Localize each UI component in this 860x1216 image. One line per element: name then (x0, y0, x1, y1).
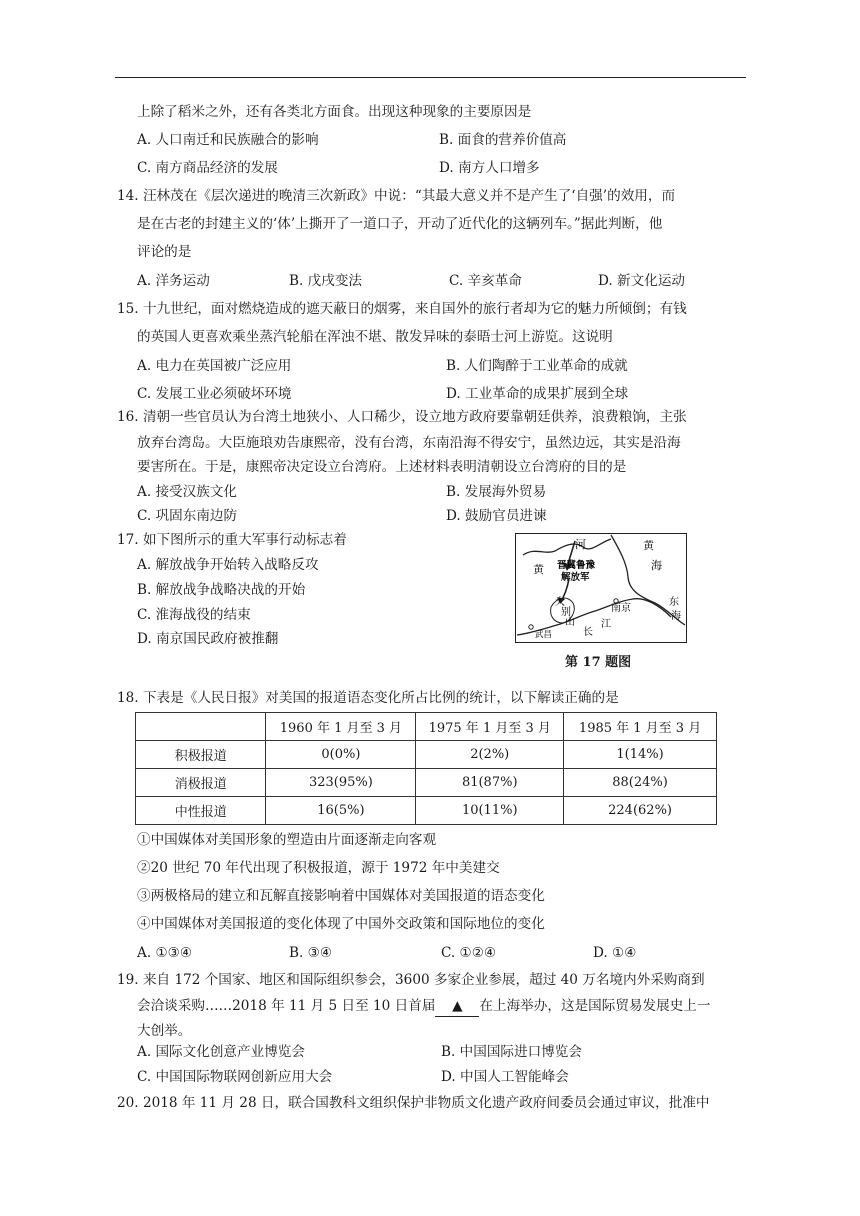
q16-stem-line-1: 16. 清朝一些官员认为台湾土地狭小、人口稀少，设立地方政府要靠朝廷供养，浪费粮饷，主张 (117, 409, 687, 425)
map-label-bie: 别 (561, 607, 571, 618)
map-label-huang: 黄 (533, 563, 544, 576)
q17-option-d: D. 南京国民政府被推翻 (137, 631, 279, 647)
table-cell: 323(95%) (266, 769, 416, 797)
q19-option-c: C. 中国国际物联网创新应用大会 (137, 1069, 333, 1085)
table-row-label: 中性报道 (136, 797, 266, 825)
q14-stem-line-3: 评论的是 (137, 244, 192, 260)
table-cell: 2(2%) (416, 741, 564, 769)
q17-map (515, 533, 687, 643)
q18-stem: 18. 下表是《人民日报》对美国的报道语态变化所占比例的统计，以下解读正确的是 (117, 690, 619, 706)
map-label-he: 河 (575, 538, 586, 551)
q14-option-d: D. 新文化运动 (598, 273, 686, 289)
q16-option-c: C. 巩固东南边防 (137, 508, 238, 524)
q17-option-b: B. 解放战争战略决战的开始 (137, 582, 306, 598)
map-label-dong: 东 (669, 597, 679, 608)
map-label-army-1: 晋冀鲁豫 (557, 560, 596, 571)
q15-stem-line-2: 的英国人更喜欢乘坐蒸汽轮船在浑浊不堪、散发异味的泰晤士河上游览。这说明 (137, 329, 613, 345)
table-row (136, 741, 717, 769)
table-header-cell: 1985 年 1 月至 3 月 (564, 713, 717, 741)
map-label-nanjing: 南京 (611, 603, 631, 614)
map-label-hai: 海 (651, 559, 662, 572)
table-cell: 0(0%) (266, 741, 416, 769)
q14-stem-line-2: 是在古老的封建主义的‘体’上撕开了一道口子，开动了近代化的这辆列车。”据此判断，他 (137, 216, 663, 232)
q20-stem-line-1: 20. 2018 年 11 月 28 日，联合国教科文组织保护非物质文化遗产政府间委员会通过审议，批准中 (117, 1095, 710, 1111)
q14-stem-line-1: 14. 汪林茂在《层次递进的晚清三次新政》中说：“其最大意义并不是产生了‘自强’的效用，而 (117, 188, 676, 204)
table-header-cell: 1960 年 1 月至 3 月 (266, 713, 416, 741)
map-label-huang-sea: 黄 (643, 539, 654, 552)
map-label-wuchang: 武昌 (535, 630, 553, 640)
table-cell: 1(14%) (564, 741, 717, 769)
q19-answer-blank: ▲ (435, 996, 479, 1017)
q19-stem-line-2-end: 在上海举办，这是国际贸易发展史上一 (479, 998, 711, 1014)
map-label-army-2: 解放军 (561, 572, 590, 583)
q18-statement-3: ③两极格局的建立和瓦解直接影响着中国媒体对美国报道的语态变化 (137, 888, 545, 904)
header-rule (115, 77, 746, 78)
table-row-label: 积极报道 (136, 741, 266, 769)
q18-option-c: C. ①②④ (441, 945, 497, 961)
q16-option-a: A. 接受汉族文化 (137, 484, 238, 500)
q19-stem-line-3: 大创举。 (137, 1023, 192, 1039)
q19-option-a: A. 国际文化创意产业博览会 (137, 1044, 305, 1060)
q13-option-d: D. 南方人口增多 (439, 160, 540, 176)
q18-statement-2: ②20 世纪 70 年代出现了积极报道，源于 1972 年中美建交 (137, 860, 500, 876)
q15-option-c: C. 发展工业必须破坏环境 (137, 386, 292, 402)
q13-stem-end: 上除了稻米之外，还有各类北方面食。出现这种现象的主要原因是 (137, 104, 532, 120)
q16-stem-line-2: 放弃台湾岛。大臣施琅劝告康熙帝，没有台湾，东南沿海不得安宁，虽然边远，其实是沿海 (137, 435, 681, 451)
table-cell: 16(5%) (266, 797, 416, 825)
q19-stem-line-2-start: 会洽谈采购……2018 年 11 月 5 日至 10 日首届 (137, 998, 436, 1014)
table-header-row (136, 713, 717, 741)
q15-option-d: D. 工业革命的成果扩展到全球 (446, 386, 629, 402)
table-row (136, 797, 717, 825)
table-cell: 224(62%) (564, 797, 717, 825)
q15-option-a: A. 电力在英国被广泛应用 (137, 358, 292, 374)
q17-option-c: C. 淮海战役的结束 (137, 607, 251, 623)
q16-option-d: D. 鼓励官员进谏 (446, 508, 547, 524)
q19-stem-line-2 (137, 996, 711, 1017)
q18-option-b: B. ③④ (289, 945, 333, 961)
map-label-shan: 山 (565, 617, 575, 628)
q18-option-a: A. ①③④ (137, 945, 193, 961)
q16-option-b: B. 发展海外贸易 (446, 484, 547, 500)
q15-option-b: B. 人们陶醉于工业革命的成就 (446, 358, 628, 374)
q18-statement-1: ①中国媒体对美国形象的塑造由片面逐渐走向客观 (137, 832, 437, 848)
map-label-jiang: 江 (601, 619, 611, 630)
q18-report-table (135, 712, 717, 825)
table-cell: 10(11%) (416, 797, 564, 825)
table-row-label: 消极报道 (136, 769, 266, 797)
map-label-hai-2: 海 (671, 611, 681, 622)
q18-option-d: D. ①④ (593, 945, 637, 961)
table-cell: 88(24%) (564, 769, 717, 797)
q15-stem-line-1: 15. 十九世纪，面对燃烧造成的遮天蔽日的烟雾，来自国外的旅行者却为它的魅力所倾倒；有钱 (117, 301, 687, 317)
q17-map-caption: 第 17 题图 (565, 655, 632, 670)
q17-stem: 17. 如下图所示的重大军事行动标志着 (117, 532, 347, 548)
table-cell: 81(87%) (416, 769, 564, 797)
q13-option-a: A. 人口南迁和民族融合的影响 (137, 132, 319, 148)
table-header-cell: 1975 年 1 月至 3 月 (416, 713, 564, 741)
q19-option-d: D. 中国人工智能峰会 (441, 1069, 569, 1085)
q17-option-a: A. 解放战争开始转入战略反攻 (137, 557, 319, 573)
table-row (136, 769, 717, 797)
q13-option-b: B. 面食的营养价值高 (439, 132, 567, 148)
map-label-da: 大 (555, 597, 565, 608)
q14-option-c: C. 辛亥革命 (449, 273, 522, 289)
q14-option-a: A. 洋务运动 (137, 273, 210, 289)
q13-option-c: C. 南方商品经济的发展 (137, 160, 278, 176)
q18-statement-4: ④中国媒体对美国报道的变化体现了中国外交政策和国际地位的变化 (137, 916, 545, 932)
q19-option-b: B. 中国国际进口博览会 (441, 1044, 582, 1060)
q14-option-b: B. 戊戌变法 (289, 273, 363, 289)
map-label-chang: 长 (583, 627, 593, 638)
q19-stem-line-1: 19. 来自 172 个国家、地区和国际组织参会，3600 多家企业参展，超过 40 万名境内外采购商到 (117, 972, 705, 988)
q16-stem-line-3: 要害所在。于是，康熙帝决定设立台湾府。上述材料表明清朝设立台湾府的目的是 (137, 459, 627, 475)
table-header-cell (136, 713, 266, 741)
